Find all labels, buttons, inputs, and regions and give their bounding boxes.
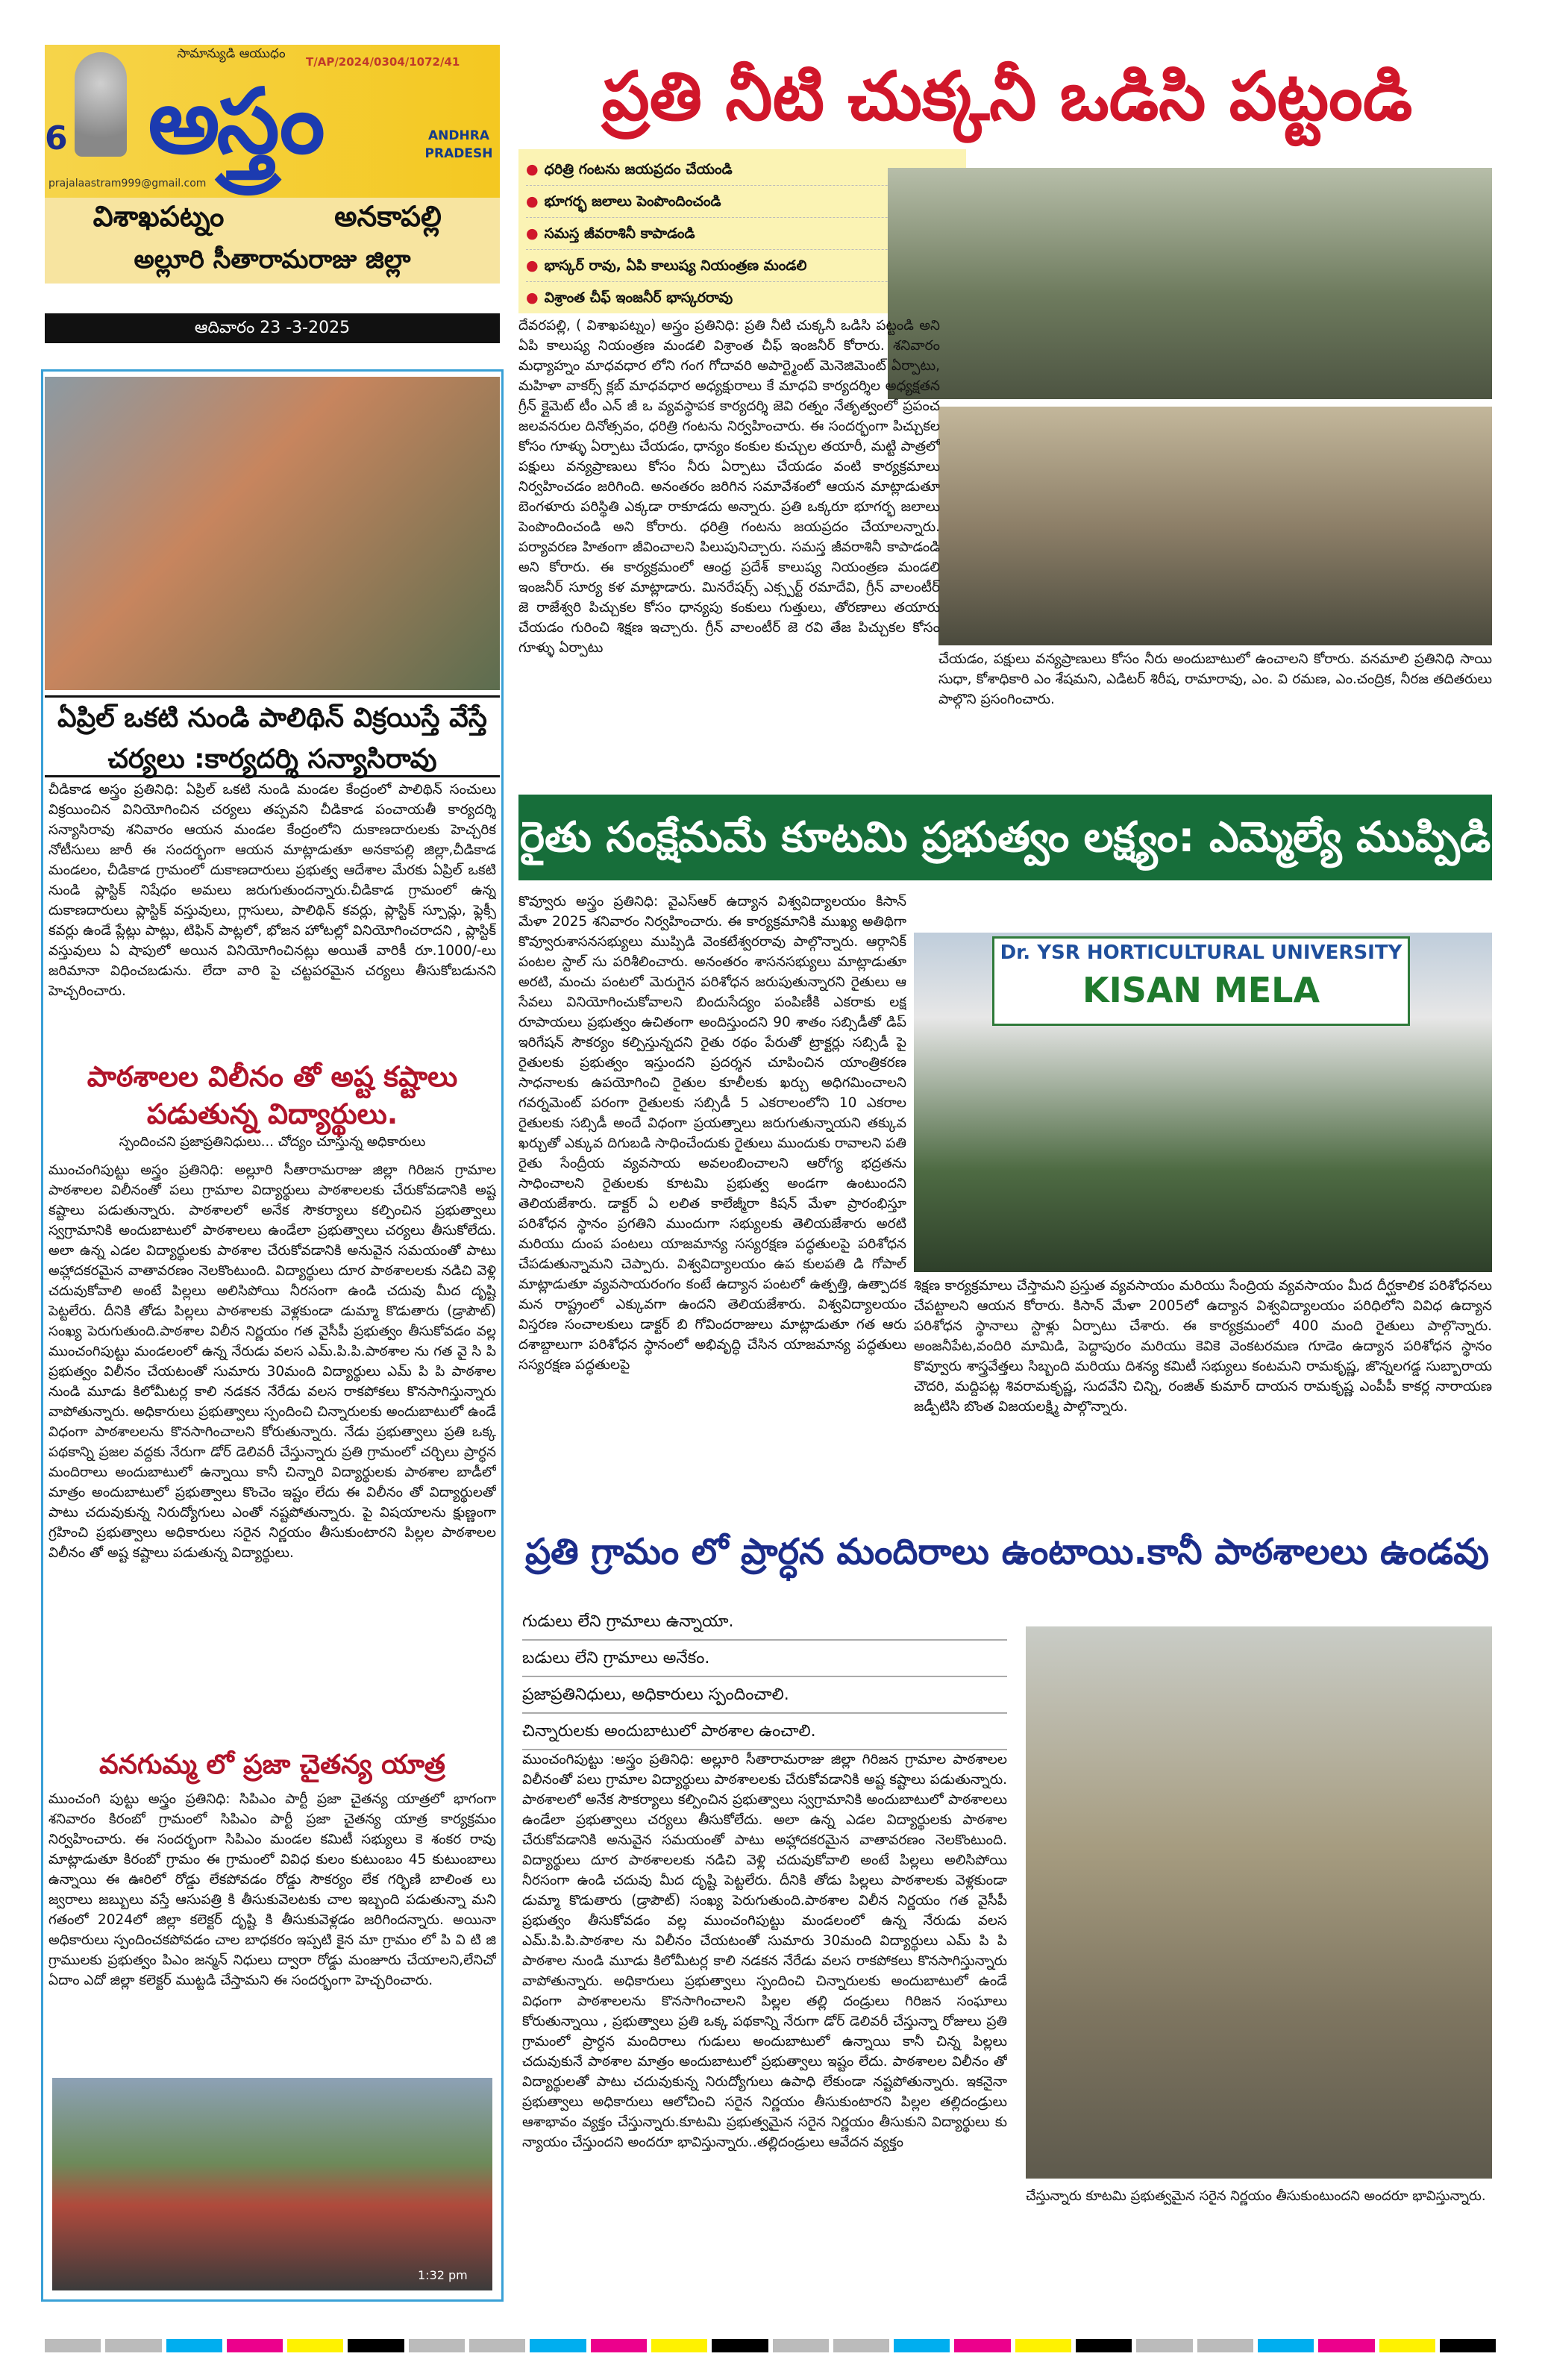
color-swatch (1076, 2339, 1132, 2352)
shop-notice-photo (45, 377, 500, 690)
color-swatch (591, 2339, 647, 2352)
banner-kisan-mela-text: KISAN MELA (1082, 970, 1320, 1010)
color-swatch (105, 2339, 161, 2352)
left-body-yatra: ముంచంగి పుట్టు అస్త్రం ప్రతినిధి: సిపిఎం పార్టీ ప్రజా చైతన్య యాత్రలో భాగంగా శనివారం కిరంబో గ్రామంలో సిపిఎం పార్టీ ప్రజా చైతన్య యాత్ర కార్యక్రమం నిర్వహించారు. ఈ సందర్భంగా సిపిఎం మండల కమిటీ సభ్యులు కె శంకర రావు మాట్లాడుతూ కిరంబో గ్రామం ఈ గ్రామంలో వివిధ కులం కుటుంబం 45 కుటుంబాలు ఉన్నాయి ఈ ఊరిలో రోడ్డు లేకపోవడం రోడ్డు సౌకర్యం లేక గర్భిణి బాలింత లు జ్వరాలు జబ్బులు వస్తే ఆసుపత్రి కి తీసుకువెలటకు చాల ఇబ్బంది పడుతున్నా మని గతంలో 2024లో జిల్లా కలెక్టర్ దృష్టి కి తీసుకువెళ్లడం జరిగిందన్నారు. అయినా అధికారులు స్పందించకపోవడం చాల బాధకరం ఇప్పటి కైన మా గ్రామం లో పి వి టి జి గ్రాములకు ప్రభుత్వం పిఎం జన్మన్ నిధులు ద్వారా రోడ్డు మంజూరు చేయాలని,లేనిచో ఏదాం ఎదో జిల్లా కలెక్టర్ ముట్టడి చేస్తామని ఈ సందర్భంగా హెచ్చరించారు. (48, 1791, 496, 1988)
contact-email: prajalaastram999@gmail.com (48, 178, 207, 190)
color-swatch (773, 2339, 829, 2352)
article3-body: ముంచంగిపుట్టు :అస్త్రం ప్రతినిధి: అల్లూరి సీతారామరాజు జిల్లా గిరిజన గ్రామాల పాఠశాలల విలీనంతో పలు గ్రామాల విద్యార్థులు పాఠశాలలకు చేరుకోవడానికి అష్ట కష్టాలు పడుతున్నారు. పాఠశాలలో అనేక సౌకర్యాలు కల్పించిన ప్రభుత్వాలు స్వగ్రామానికి అందుబాటులో పాఠశాలలు ఉండేలా ప్రభుత్వాలు చర్యలు తీసుకోలేదు. అలా ఉన్న ఎడల విద్యార్థులకు పాఠశాల చేరుకోవడానికి అనువైన సమయంతో పాటు అహ్లాదకరమైన వాతావరణం నెలకొంటుంది. విద్యార్థులు దూర పాఠశాలలకు నడిచి వెళ్లి చదువుకోవాలి అంటే పిల్లలు అలిసిపోయి నీరసంగా ఉండి చదువు మీద దృష్టి పెట్టలేరు. దీనికి తోడు పిల్లలు పాఠశాలకు వెళ్లకుండా డుమ్మా కొడుతారు (డ్రాపౌట్) సంఖ్య పెరుగుతుంది.పాఠశాల విలీన నిర్ణయం గత వైసీపీ ప్రభుత్వం తీసుకోవడం వల్ల ముంచంగిపుట్టు మండలంలో ఉన్న నేరుడు వలస ఎమ్.పి.పి.పాఠశాల ను విలీనం చేయటంతో సుమారు 30మంది విద్యార్థులు ఎమ్ పి పి పాఠశాల నుండి మూడు కిలోమీటర్ల కాలి నడకన నేరేడు వలస రాకపోకలు కొనసాగిస్తున్నారు వాపోతున్నారు. అధికారులు ప్రభుత్వాలు స్పందించి చిన్నారులకు అందుబాటులో ఉండే విధంగా పాఠశాలలను కొనసాగించాలని పిల్లల తల్లి దండ్రులు గిరిజన సంఘాలు కోరుతున్నాయి , ప్రభుత్వాలు ప్రతి ఒక్క పథకాన్ని నేరుగా డోర్ డెలివరీ చేస్తున్నా రోజులు ప్రతి గ్రామంలో ప్రార్ధన మందిరాలు గుడులు అందుబాటులో ఉన్నాయి కానీ చిన్న పిల్లలు చదువుకునే పాఠశాల మాత్రం అందుబాటులో ప్రభుత్వాలు ఇష్టం లేదు. పాఠశాలల విలీనం తో విద్యార్థులతో పాటు చదువుకున్న నిరుద్యోగులు ఉపాధి లేకుండా నష్టపోతున్నారు. ఇకనైనా ప్రభుత్వాలు అధికారులు ఆలోచించి సరైన నిర్ణయం తీసుకుంటారని పిల్లల తల్లిదండ్రులు ఆశాభావం వ్యక్తం చేస్తున్నారు.కూటమి ప్రభుత్వమైన సరైన నిర్ణయం తీసుకుని విద్యార్థులు కు న్యాయం చేస్తుందని అందరూ భావిస్తున్నారు..తల్లిదండ్రులు ఆవేదన వ్యక్తం (522, 1752, 1007, 2150)
photo-timestamp: 1:32 pm (418, 2268, 468, 2282)
event-photo-group (888, 168, 1492, 399)
left-subheadline-schools: స్పందించని ప్రజాప్రతినిధులు... చోద్యం చూస్తున్న అధికారులు (119, 1134, 426, 1150)
buddha-statue-image (75, 52, 127, 157)
bullet-item: ● విశ్రాంత చీఫ్ ఇంజనీర్ భాస్కరరావు (526, 282, 959, 313)
masthead-slogan: సామాన్యుడి ఆయుధం (177, 46, 286, 61)
village-children-photo (1026, 1626, 1492, 2179)
article3-quotes (522, 1604, 1007, 1746)
color-swatch (409, 2339, 465, 2352)
color-swatch (45, 2339, 101, 2352)
color-swatch (1318, 2339, 1374, 2352)
article2-body-continued: శిక్షణ కార్యక్రమాలు చేస్తామని ప్రస్తుత వ్యవసాయం మరియు సేంద్రియ వ్యవసాయం మీద దీర్ఘకాలిక పరిశోధనలు చేపట్టాలని ఆయన కోరారు. కిసాన్ మేళా 2005లో ఉద్యాన విశ్వవిద్యాలయం పరిధిలోని వివిధ ఉద్యాన పరిశోధన స్థానాలు స్టాళ్లు ఏర్పాటు చేశారు. ఈ కార్యక్రమంలో 400 మంది రైతులు పాల్గొన్నారు. అంజనీపేట,వందిరి మామిడి, పెద్దాపురం మరియు కెవికె వెంకటరమణ గూడెం ఉద్యాన పరిశోధన స్థానం కొవ్వూరు శాస్త్రవేత్తలు సిబ్బంది మరియు దిశన్య కమిటీ సభ్యులు కంటమని రామకృష్ణ, జొన్నలగడ్డ సుబ్బారాయ చౌదరి, మద్దిపట్ల శివరామకృష్ణ, సుదవేని చిన్ని, రంజిత్ కుమార్ దాయన రామకృష్ణ ఎంపీపీ కాకర్ల నారాయణ జడ్పీటిసి బొంత విజయలక్ష్మి పాల్గొన్నారు. (914, 1278, 1492, 1415)
color-swatch (894, 2339, 950, 2352)
left-body-schools: ముంచంగిపుట్టు అస్త్రం ప్రతినిధి: అల్లూరి సీతారామరాజు జిల్లా గిరిజన గ్రామాల పాఠశాలల విలీనంతో పలు గ్రామాల విద్యార్థులు పాఠశాలలకు చేరుకోవడానికి అష్ట కష్టాలు పడుతున్నారు. పాఠశాలలో అనేక సౌకర్యాలు కల్పించిన ప్రభుత్వాలు స్వగ్రామానికి అందుబాటులో పాఠశాలలు ఉండేలా ప్రభుత్వాలు చర్యలు తీసుకోలేదు. అలా ఉన్న ఎడల విద్యార్థులకు పాఠశాల చేరుకోవడానికి అనువైన సమయంతో పాటు అహ్లాదకరమైన వాతావరణం నెలకొంటుంది. విద్యార్థులు దూర పాఠశాలలకు నడిచి వెళ్లి చదువుకోవాలి అంటే పిల్లలు అలిసిపోయి నీరసంగా ఉండి చదువు మీద దృష్టి పెట్టలేరు. దీనికి తోడు పిల్లలు పాఠశాలకు వెళ్లకుండా డుమ్మా కొడుతారు (డ్రాపౌట్) సంఖ్య పెరుగుతుంది.పాఠశాల విలీన నిర్ణయం గత వైసీపీ ప్రభుత్వం తీసుకోవడం వల్ల ముంచంగిపుట్టు మండలంలో ఉన్న నేరుడు వలస ఎమ్.పి.పి.పాఠశాల ను గత వై సి పి ప్రభుత్వం విలీనం చేయటంతో సుమారు 30మంది విద్యార్థులు ఎమ్ పి పి పాఠశాల నుండి మూడు కిలోమీటర్ల కాలి నడకన నేరేడు వలస రాకపోకలు కొనసాగిస్తున్నారు వాపోతున్నారు. అధికారులు ప్రభుత్వాలు స్పందించి చిన్నారులకు అందుబాటులో ఉండే విధంగా పాఠశాలలను కొనసాగించాలని కోరుతున్నారు. నేడు ప్రభుత్వాలు ప్రతి ఒక్క పథకాన్ని ప్రజల వద్దకు నేరుగా డోర్ డెలివరీ చేస్తున్నారు ప్రతి గ్రామంలో చర్చిలు ప్రార్ధన మందిరాలు అందుబాటులో ఉన్నాయి కానీ చిన్నారి విద్యార్థులకు పాఠశాల బాడీలో మాత్రం అందుబాటులో ప్రభుత్వాలు కొంచెం ఇష్టం లేదు ఈ విలీనం తో విద్యార్థులతో పాటు చదువుకున్న నిరుద్యోగులు ఎంతో నష్టపోతున్నారు. పై విషయాలను క్షుణ్ణంగా గ్రహించి ప్రభుత్వాలు అధికారులు సరైన నిర్ణయం తీసుకుంటారని పిల్లల పాఠశాలల విలీనం తో అష్ట కష్టాలు పడుతున్న విద్యార్థులు. (48, 1162, 496, 1561)
banner-university-text: Dr. YSR HORTICULTURAL UNIVERSITY (1000, 942, 1402, 964)
color-swatch (1440, 2339, 1496, 2352)
district-visakhapatnam: విశాఖపట్నం (93, 200, 225, 233)
newspaper-logo: అస్త్రం (148, 69, 322, 174)
quote-item: గుడులు లేని గ్రామాలు ఉన్నాయా. (522, 1604, 1007, 1641)
district-anakapalli: అనకాపల్లి (334, 200, 442, 233)
village-photo-caption: చేస్తున్నారు కూటమి ప్రభుత్వమైన సరైన నిర్ణయం తీసుకుంటుందని అందరూ భావిస్తున్నారు. (1026, 2188, 1486, 2204)
article2-headline: రైతు సంక్షేమమే కూటమి ప్రభుత్వం లక్ష్యం: ఎమ్మెల్యే ముప్పిడి (518, 795, 1492, 880)
color-swatch (651, 2339, 707, 2352)
left-body-polythene: చీడికాడ అస్త్రం ప్రతినిధి: ఏప్రిల్ ఒకటి నుండి మండల కేంద్రంలో పాలిథిన్ సంచులు విక్రయించిన వినియోగించిన చర్యలు తప్పవని చీడికాడ పంచాయతీ కార్యదర్శి సన్యాసిరావు శనివారం ఆయన మండల కేంద్రంలోని దుకాణదారులకు హెచ్చరిక నోటీసులు జారీ ఈ సందర్భంగా ఆయన మాట్లాడుతూ అనకాపల్లి జిల్లా,చీడికాడ మండలం, చీడికాడ గ్రామంలో దుకాణదారులు ప్రభుత్వ ఆదేశాల మేరకు ఏప్రిల్ ఒకటి నుండి ప్లాస్టిక్ నిషేధం అమలు జరుగుతుందన్నారు.చీడికాడ గ్రామంలో ఉన్న దుకాణదారులు ప్లాస్టిక్ వస్తువులు, గ్లాసులు, పాలిథిన్ కవర్లు, ప్లాస్టిక్ స్పూన్లు, ఫ్లెక్సీ కవర్లు ఉండే ప్లేట్లు పాట్లు, టిఫిన్ పాట్లలో, భోజన హోటల్లో వినియోగించరాదని , ప్లాస్టిక్ వస్తువులు ఏ షాపులో అయిన వినియోగించినట్లు అయితే వారికీ రూ.1000/-లు జరిమానా విధించబడును. లేదా వారి పై చట్టపరమైన చర్యలు తీసుకోబడునని హెచ్చరించారు. (48, 782, 496, 999)
quote-item: బడులు లేని గ్రామాలు అనేకం. (522, 1641, 1007, 1677)
color-swatch (1136, 2339, 1192, 2352)
article2-body: కొవ్వూరు అస్త్రం ప్రతినిధి: వైఎస్ఆర్ ఉద్యాన విశ్వవిద్యాలయం కిసాన్ మేళా 2025 శనివారం నిర్వహించారు. ఈ కార్యక్రమానికి ముఖ్య అతిథిగా కొవ్వూరుశాసనసభ్యులు ముప్పిడి వెంకటేశ్వరరావు పాల్గొన్నారు. ఆర్గానిక్ పంటల స్టాల్ సు పరిశీలించారు. అనంతరం శాసనసభ్యులు మాట్లాడుతూ అరటి, మంచు పంటలో మెరుగైన పరిశోధన జరుపుతున్నారని రైతులు ఆ సేవలు వినియోగించుకోవాలని బిందుసేద్యం పంపిణీకి ఎకరాకు లక్ష రూపాయలు ప్రభుత్వం ఉచితంగా అందిస్తుందని 90 శాతం సబ్సిడీతో డిప్ ఇరిగేషన్ సౌకర్యం కల్పిస్తున్నదని రైతు రథం పేరుతో ట్రాక్టర్లు సబ్సిడీ పై రైతులకు ప్రభుత్వం ఇస్తుందని ప్రదర్శన చూపించిన యాంత్రికరణ సాధనాలకు ఉపయోగించి రైతుల కూలీలకు ఖర్చు అధిగమించాలని గవర్నమెంట్ పరంగా రైతులకు సబ్సిడీ 5 ఎకరాలంలోని 10 ఎకరాల రైతులకు సబ్సిడీ అందే విధంగా ప్రయత్నాలు జరుగుతున్నాయని తక్కువ ఖర్చుతో ఎక్కువ దిగుబడి సాధించేందుకు రైతులు ముందుకు రావాలని పతి రైతు సేంద్రీయ వ్యవసాయ అవలంబించాలని ఆరోగ్య భద్రతను సాధించాలని రైతులకు కూటమి ప్రభుత్వ అండగా ఉంటుందని తెలియజేశారు. డాక్టర్ ఏ లలిత కాలేజ్మీరా కిషన్ మేళా ప్రారంభిస్తూ పరిశోధన స్థానం ప్రగతిని ముందుగా సభ్యులకు తెలియజేశారు అరటి మరియు దుంప పంటలు యాజమాన్య సస్యరక్షణ పద్ధతులపై పరిశోధన చేపడుతున్నామని చెప్పారు. విశ్వవిద్యాలయం ఉప కులపతి డి గోపాల్ మాట్లాడుతూ వ్యవసాయరంగం కంటే ఉద్యాన పంటలో ఉత్పత్తి, ఉత్పాదక మన రాష్ట్రంలో ఎక్కువగా ఉందని తెలియజేశారు. విశ్వవిద్యాలయం విస్తరణ సంచాలకులు డాక్టర్ బి గోవిందరాజులు మాట్లాడుతూ గత ఆరు దశాబ్దాలుగా పరిశోధన స్థానంలో అభివృద్ధి చేసిన యాజమాన్య పద్ధతులు సస్యరక్షణ పద్ధతులపై (518, 894, 906, 1373)
color-swatch (1258, 2339, 1314, 2352)
article1-body: దేవరపల్లి, ( విశాఖపట్నం) అస్త్రం ప్రతినిధి: ప్రతి నీటి చుక్కనీ ఒడిసి పట్టండి అని ఏపి కాలుష్య నియంత్రణ మండలి విశ్రాంత చీఫ్ ఇంజనీర్ కోరారు. శనివారం మధ్యాహ్నం మాధవధార లోని గంగ గోదావరి అపార్ట్మెంట్ మెనెజిమెంట్ ఏర్పాటు, మహిళా వాకర్స్ క్లబ్ మాధవధార అధ్యక్షురాలు కే మాధవి కార్యదర్శిల అధ్యక్షతన గ్రీన్ క్లైమెట్ టీం ఎన్ జీ ఒ వ్యవస్థాపక కార్యదర్శి జెవి రత్నం నేతృత్వంలో ప్రపంచ జలవనరుల దినోత్సవం, ధరిత్రి గంటను నిర్వహించారు. ఈ సందర్భంగా పిచ్చుకల కోసం గూళ్ళు ఏర్పాటు చేయడం, ధాన్యం కంకుల కుచ్చుల తయారీ, మట్టి పాత్రలో పక్షులు వన్యప్రాణులు కోసం నీరు ఏర్పాటు చేయడం వంటి కార్యక్రమాలు నిర్వహించడం జరిగింది. అనంతరం జరిగిన సమావేశంలో ఆయన మాట్లాడుతూ బెంగళూరు పరిస్థితి ఎక్కడా రాకూడదు అన్నారు. ప్రతి ఒక్కరూ భూగర్భ జలాలు పెంపొందించండి అని కోరారు. ధరిత్రి గంటను జయప్రదం చేయాలన్నారు. పర్యావరణ హితంగా జీవించాలని పిలుపునిచ్చారు. సమస్త జీవరాశినీ కాపాడండి అని కోరారు. ఈ కార్యక్రమంలో ఆంధ్ర ప్రదేశ్ కాలుష్య నియంత్రణ మండలి ఇంజనీర్ సూర్య కళ మాట్లాడారు. మినరేషర్స్ ఎక్స్పర్ట్ రమాదేవి, గ్రీన్ వాలంటీర్ జె రాజేశ్వరి పిచ్చుకల కోసం ధాన్యపు కంకులు గుత్తులు, తోరణాలు తయారు చేయడం గురించి శిక్షణ ఇచ్చారు. గ్రీన్ వాలంటీర్ జె రవి తేజ పిచ్చుకల కోసం గూళ్ళు ఏర్పాటు (518, 318, 940, 656)
event-photo-banner (938, 407, 1492, 645)
page-number: 6 (45, 119, 68, 157)
state-label: ANDHRA PRADESH (424, 128, 493, 161)
quote-item: చిన్నారులకు అందుబాటులో పాఠశాల ఉంచాలి. (522, 1714, 1007, 1750)
color-swatch (954, 2339, 1010, 2352)
bullet-item: ● భూగర్భ జలాలు పెంపొందించండి (526, 186, 959, 218)
color-swatch (1197, 2339, 1253, 2352)
quote-item: ప్రజాప్రతినిధులు, అధికారులు స్పందించాలి. (522, 1677, 1007, 1714)
bullet-item: ● ధరిత్రి గంటను జయప్రదం చేయండి (526, 154, 959, 186)
color-registration-strip (45, 2339, 1496, 2352)
rally-photo (52, 2078, 492, 2290)
article3-headline: ప్రతి గ్రామం లో ప్రార్ధన మందిరాలు ఉంటాయి.కానీ పాఠశాలలు ఉండవు (524, 1531, 1490, 1573)
left-headline-yatra: వనగుమ్మ లో ప్రజా చైతన్య యాత్ర (99, 1750, 445, 1780)
registration-number: T/AP/2024/0304/1072/41 (306, 55, 460, 69)
left-headline-schools: పాఠశాలల విలీనం తో అష్ట కష్టాలు పడుతున్న విద్యార్థులు. (87, 1060, 458, 1130)
color-swatch (469, 2339, 525, 2352)
district-alluri: అల్లూరి సీతారామరాజు జిల్లా (134, 245, 411, 275)
bullet-item: ● భాస్కర్ రావు, ఏపి కాలుష్య నియంత్రణ మండలి (526, 250, 959, 282)
bullet-item: ● సమస్త జీవరాశినీ కాపాడండి (526, 218, 959, 250)
color-swatch (833, 2339, 889, 2352)
article1-body-continued: చేయడం, పక్షులు వన్యప్రాణులు కోసం నీరు అందుబాటులో ఉంచాలని కోరారు. వనమాలి ప్రతినిధి సాయి సుధా, కోశాధికారి ఎం శేషమని, ఎడిటర్ శిరీష, రామారావు, ఎం. వి రమణ, ఎం.చంద్రిక, నీరజ తదితరులు పాల్గొని ప్రసంగించారు. (938, 651, 1492, 707)
color-swatch (227, 2339, 283, 2352)
color-swatch (1379, 2339, 1435, 2352)
color-swatch (530, 2339, 586, 2352)
color-swatch (1015, 2339, 1071, 2352)
issue-date: ఆదివారం 23 -3-2025 (45, 313, 500, 343)
left-headline-polythene: ఏప్రిల్ ఒకటి నుండి పాలిథిన్ విక్రయిస్తే వేస్తే చర్యలు :కార్యదర్శి సన్యాసిరావు (45, 695, 500, 777)
color-swatch (287, 2339, 343, 2352)
article1-headline: ప్రతి నీటి చుక్కనీ ఒడిసి పట్టండి (601, 57, 1413, 136)
color-swatch (712, 2339, 768, 2352)
color-swatch (348, 2339, 404, 2352)
color-swatch (166, 2339, 222, 2352)
